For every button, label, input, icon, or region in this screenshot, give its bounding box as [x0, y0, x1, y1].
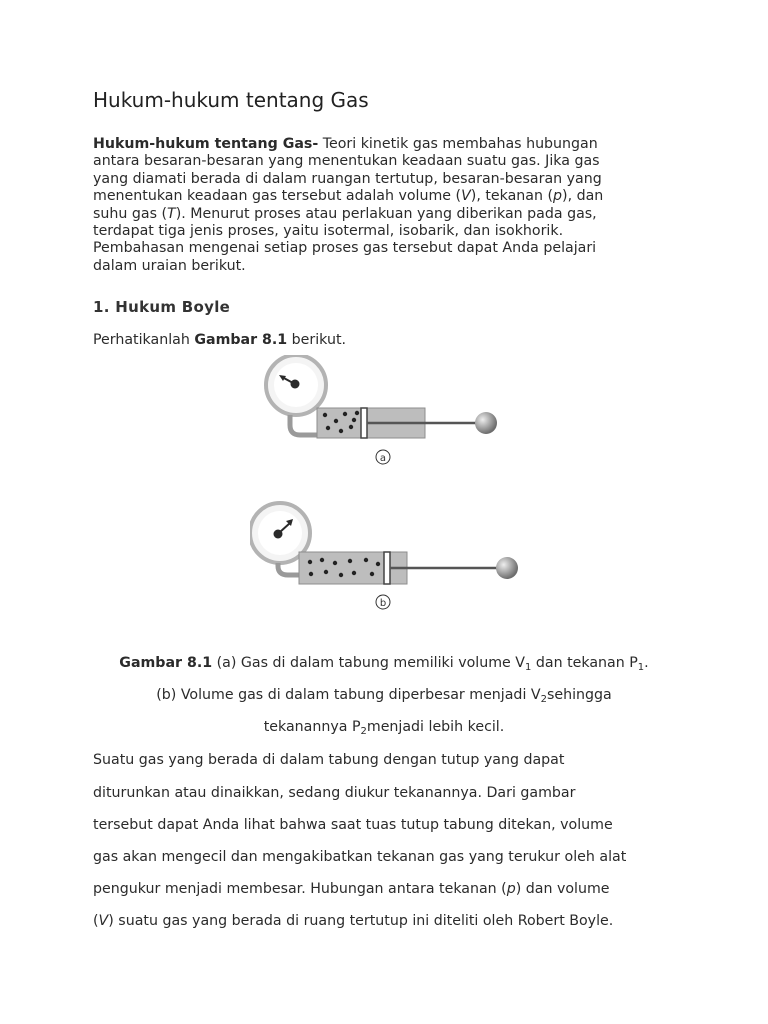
page-title: Hukum-hukum tentang Gas [93, 88, 369, 112]
piston-a [361, 408, 367, 438]
figure-reference: Perhatikanlah Gambar 8.1 berikut. [93, 332, 347, 348]
intro-text: dalam uraian berikut. [93, 257, 246, 274]
figure-8-1 [250, 355, 540, 635]
apparatus-b [250, 503, 518, 609]
intro-text: Teori kinetik gas membahas hubungan [318, 136, 598, 152]
figure-caption-line-3: tekanannya $P_2menjadi$ lebih kecil. [263, 719, 505, 737]
intro-lead: Hukum-hukum tentang Gas- [93, 136, 319, 152]
intro-paragraph [93, 136, 693, 275]
section-heading: 1. Hukum Boyle [93, 298, 231, 316]
body-text: Suatu gas yang berada di dalam tabung dengan tutup yang dapat [93, 752, 565, 768]
intro-text: menentukan keadaan gas tersebut adalah volume (V), tekanan (p), dan [93, 188, 604, 205]
body-text: tersebut dapat Anda lihat bahwa saat tuas tutup tabung ditekan, volume [93, 817, 613, 833]
figure-caption-line-2: (b) Volume gas di dalam tabung diperbesar menjadi $V_2sehingga$ [156, 687, 612, 705]
body-text: (V) suatu gas yang berada di ruang tertutup ini diteliti oleh Robert Boyle. [93, 913, 614, 929]
intro-text: yang diamati berada di dalam ruangan tertutup, besaran-besaran yang [93, 170, 602, 187]
handle-knob-b [496, 557, 518, 579]
apparatus-a [266, 355, 497, 464]
intro-text: Pembahasan mengenai setiap proses gas tersebut dapat Anda pelajari [93, 240, 597, 257]
piston-b [384, 552, 390, 584]
figure-caption-line-1: Gambar 8.1 (a) Gas di dalam tabung memiliki volume $V_1$ dan tekanan $P_1$. [119, 655, 649, 673]
intro-text: antara besaran-besaran yang menentukan keadaan suatu gas. Jika gas [93, 153, 600, 170]
figure-label-a: a [379, 453, 387, 464]
intro-text: suhu gas (T). Menurut proses atau perlakuan yang diberikan pada gas, [93, 205, 597, 222]
figure-label-b: b [379, 598, 387, 609]
intro-text: terdapat tiga jenis proses, yaitu isotermal, isobarik, dan isokhorik. [93, 223, 564, 240]
body-text: pengukur menjadi membesar. Hubungan antara tekanan (p) dan volume [93, 881, 610, 897]
body-text: gas akan mengecil dan mengakibatkan tekanan gas yang terukur oleh alat [93, 849, 627, 865]
handle-knob-a [475, 412, 497, 434]
body-text: diturunkan atau dinaikkan, sedang diukur tekanannya. Dari gambar [93, 785, 576, 801]
